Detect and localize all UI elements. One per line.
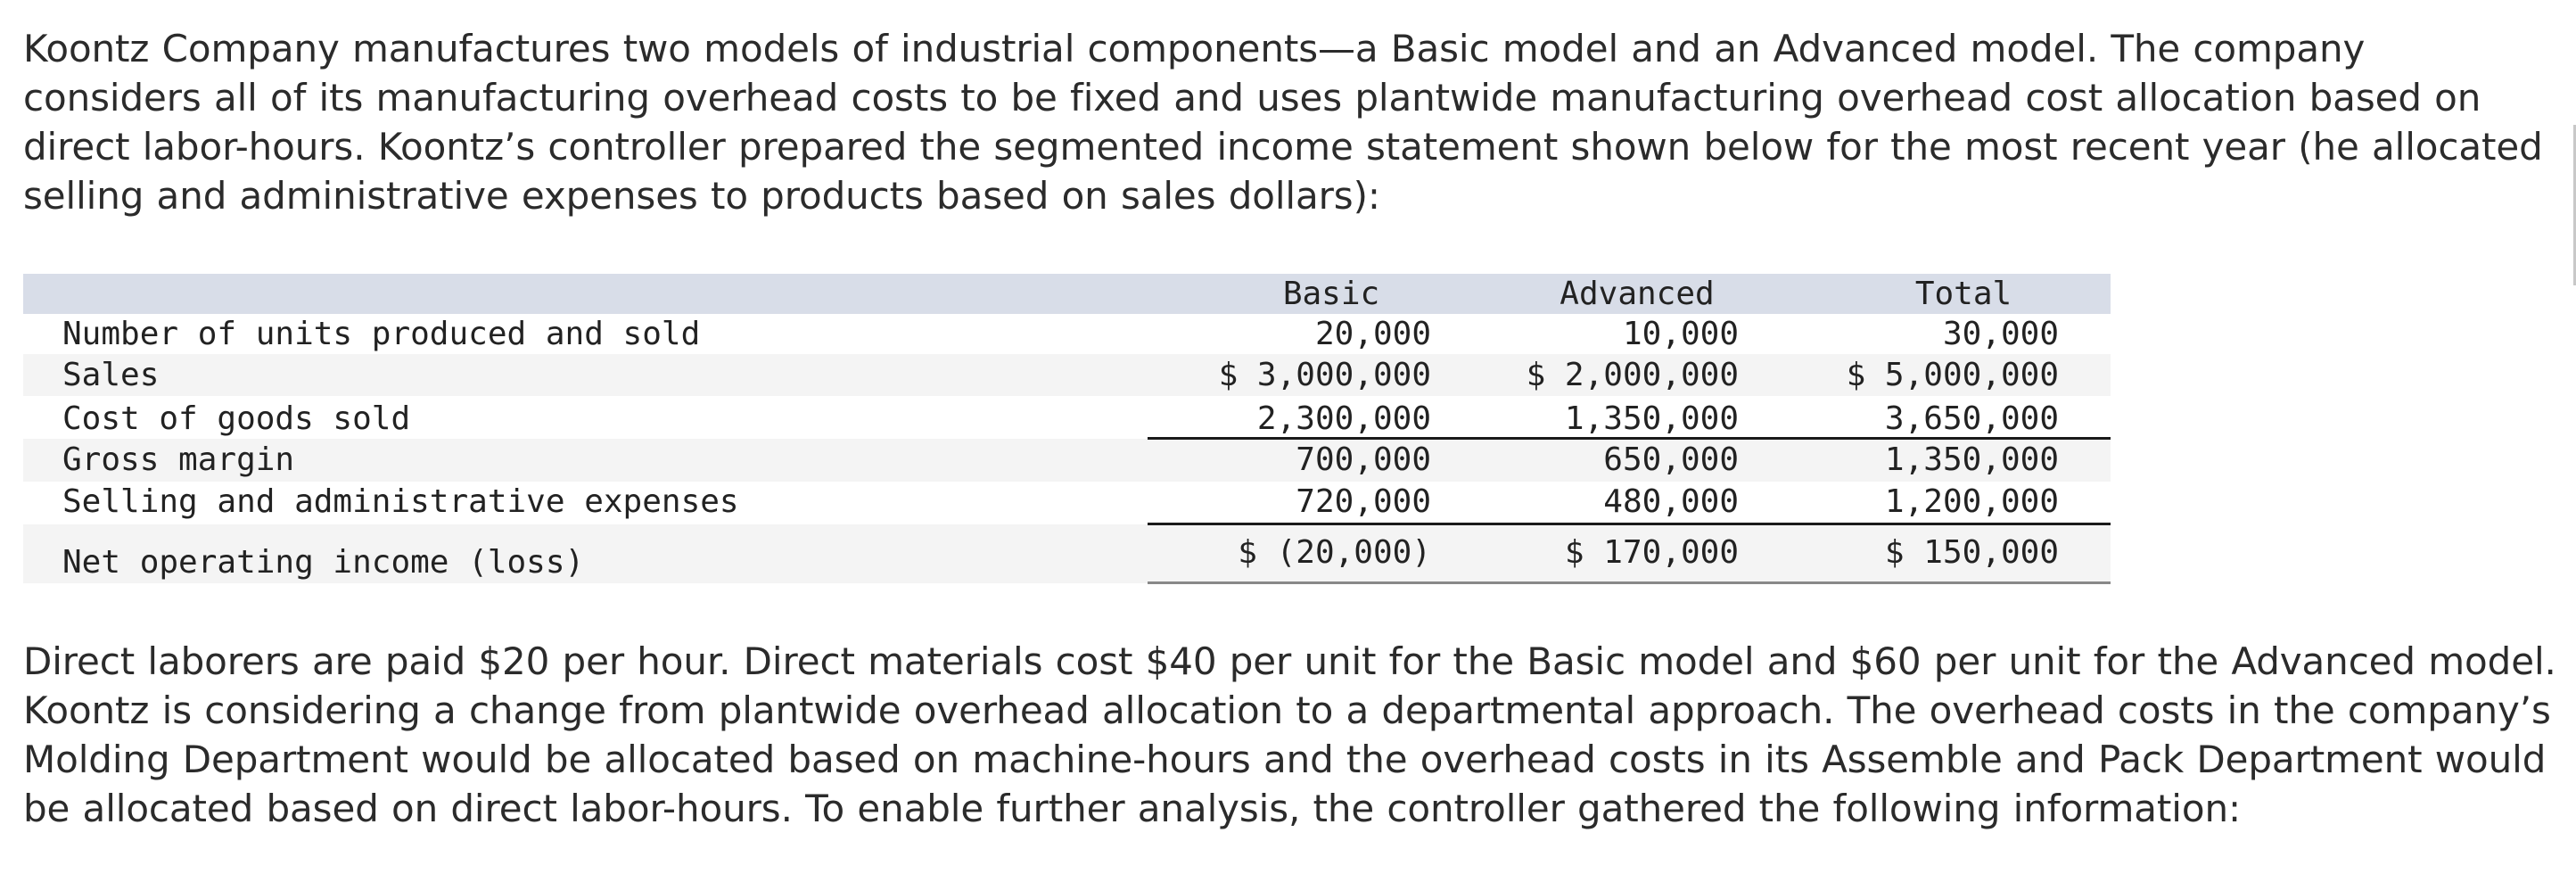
intro-line: direct labor-hours. Koontz’s controller prepared the segmented income statement shown below for the most recent year (he allocated (23, 125, 2543, 169)
cell-basic: 700,000 (1296, 441, 1431, 478)
cell-advanced: 1,350,000 (1564, 400, 1739, 437)
column-header-basic: Basic (1282, 276, 1380, 312)
cell-basic: 720,000 (1296, 483, 1431, 520)
cell-basic: 2,300,000 (1256, 400, 1431, 437)
intro-line: Koontz Company manufactures two models of industrial components—a Basic model and an Advanced model. The company (23, 27, 2366, 70)
table-row (23, 399, 2111, 439)
table-row (23, 532, 2111, 581)
cell-total: $ 150,000 (1884, 534, 2059, 571)
row-label: Cost of goods sold (62, 400, 411, 437)
followup-line: be allocated based on direct labor-hours. To enable further analysis, the controller gathered the following information: (23, 787, 2242, 830)
table-row (23, 440, 2111, 480)
cell-advanced: $ 2,000,000 (1526, 357, 1739, 393)
cell-total: 3,650,000 (1884, 400, 2059, 437)
followup-line: Molding Department would be allocated based on machine-hours and the overhead costs in its Assemble and Pack Department would (23, 738, 2547, 781)
cell-total: $ 5,000,000 (1846, 357, 2059, 393)
cell-basic: $ 3,000,000 (1218, 357, 1431, 393)
row-label: Sales (62, 357, 160, 393)
column-header-advanced: Advanced (1560, 276, 1715, 312)
table-row (23, 482, 2111, 522)
row-label: Gross margin (62, 441, 295, 478)
cell-advanced: 10,000 (1622, 316, 1739, 352)
followup-line: Koontz is considering a change from plantwide overhead allocation to a departmental approach. The overhead costs in the company’s (23, 688, 2551, 732)
intro-line: selling and administrative expenses to products based on sales dollars): (23, 174, 1380, 218)
row-label: Number of units produced and sold (62, 316, 701, 352)
subtotal-rule (1148, 523, 2111, 525)
table-header-row (23, 274, 2111, 314)
total-rule (1148, 581, 2111, 584)
table-row (23, 355, 2111, 395)
cell-advanced: $ 170,000 (1564, 534, 1739, 571)
cell-total: 30,000 (1942, 316, 2059, 352)
cell-total: 1,200,000 (1884, 483, 2059, 520)
cell-total: 1,350,000 (1884, 441, 2059, 478)
table-row (23, 314, 2111, 354)
cell-basic: 20,000 (1314, 316, 1431, 352)
row-label: Selling and administrative expenses (62, 483, 739, 520)
followup-line: Direct laborers are paid $20 per hour. Direct materials cost $40 per unit for the Basic model and $60 per unit for the Advanced model. (23, 639, 2556, 683)
cell-advanced: 480,000 (1603, 483, 1739, 520)
intro-paragraph (23, 24, 2543, 220)
followup-paragraph (23, 637, 2556, 833)
intro-line: considers all of its manufacturing overhead costs to be fixed and uses plantwide manufacturing overhead cost allocation based on (23, 76, 2481, 120)
row-label: Net operating income (loss) (62, 544, 585, 581)
cell-advanced: 650,000 (1603, 441, 1739, 478)
cell-basic: $ (20,000) (1238, 534, 1431, 571)
column-header-total: Total (1914, 276, 2012, 312)
